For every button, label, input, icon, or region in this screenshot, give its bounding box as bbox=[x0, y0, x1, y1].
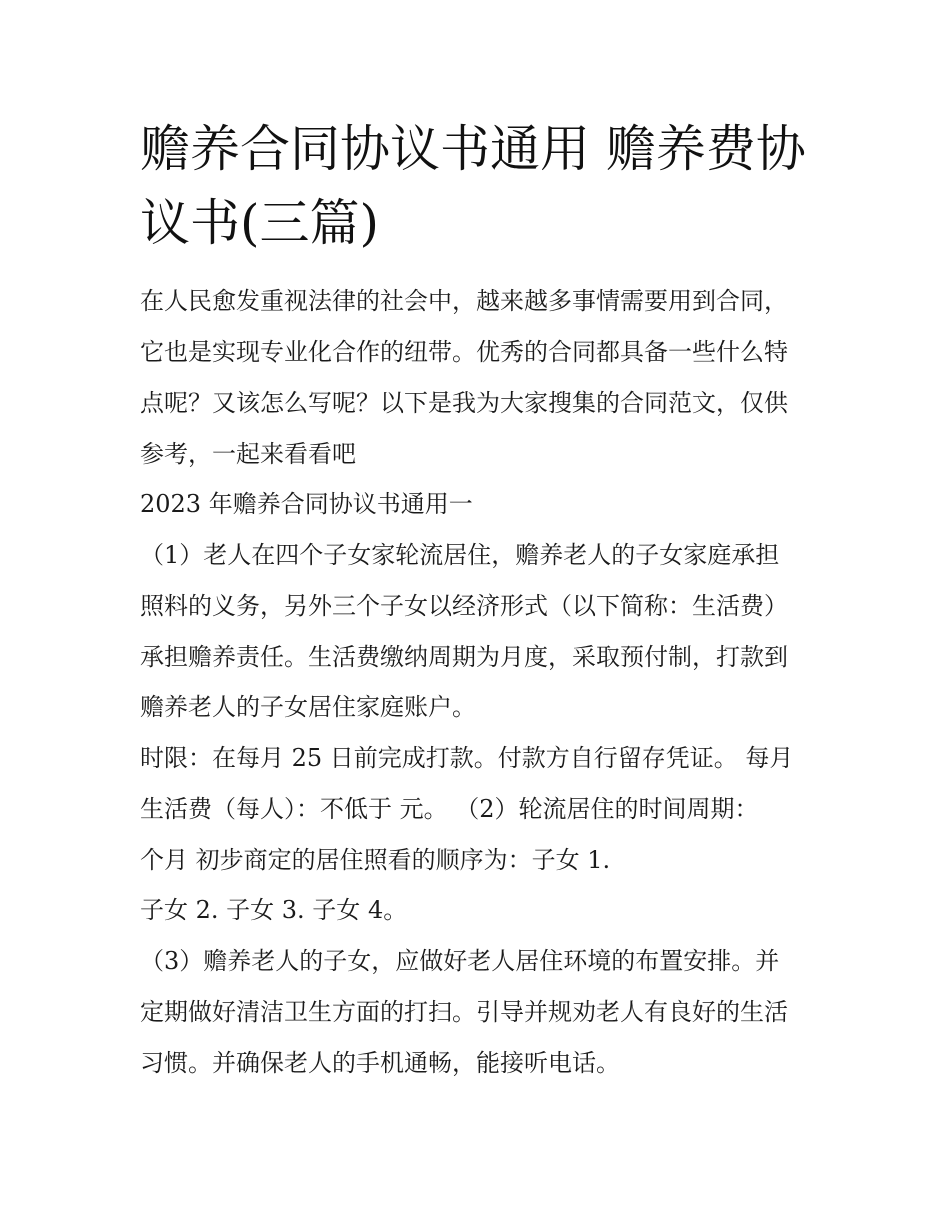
body-line-1: 在人民愈发重视法律的社会中，越来越多事情需要用到合同， bbox=[140, 287, 788, 315]
body-line-8: 承担赡养责任。生活费缴纳周期为月度，采取预付制，打款到 bbox=[140, 643, 788, 671]
body-line-3: 点呢？又该怎么写呢？以下是我为大家搜集的合同范文，仅供 bbox=[140, 389, 788, 417]
body-line-15: 定期做好清洁卫生方面的打扫。引导并规劝老人有良好的生活 bbox=[140, 998, 788, 1026]
body-line-13: 子女 2. 子女 3. 子女 4。 bbox=[140, 896, 408, 924]
title-line-1: 赡养合同协议书通用 赡养费协 bbox=[140, 120, 806, 178]
document-title bbox=[140, 112, 820, 260]
body-line-6: （1）老人在四个子女家轮流居住，赡养老人的子女家庭承担 bbox=[140, 541, 780, 569]
body-line-4: 参考，一起来看看吧 bbox=[140, 440, 356, 468]
body-line-12: 个月 初步商定的居住照看的顺序为：子女 1. bbox=[140, 846, 611, 874]
body-line-11: 生活费（每人）：不低于 元。 （2）轮流居住的时间周期： bbox=[140, 795, 759, 823]
body-line-2: 它也是实现专业化合作的纽带。优秀的合同都具备一些什么特 bbox=[140, 338, 788, 366]
body-line-16: 习惯。并确保老人的手机通畅，能接听电话。 bbox=[140, 1049, 620, 1077]
body-line-10: 时限：在每月 25 日前完成打款。付款方自行留存凭证。 每月 bbox=[140, 744, 794, 772]
body-line-9: 赡养老人的子女居住家庭账户。 bbox=[140, 693, 476, 721]
body-line-7: 照料的义务，另外三个子女以经济形式（以下简称：生活费） bbox=[140, 592, 788, 620]
section-heading: 2023 年赡养合同协议书通用一 bbox=[140, 490, 473, 518]
body-line-14: （3）赡养老人的子女，应做好老人居住环境的布置安排。并 bbox=[140, 947, 780, 975]
title-line-2: 议书(三篇) bbox=[140, 194, 380, 252]
